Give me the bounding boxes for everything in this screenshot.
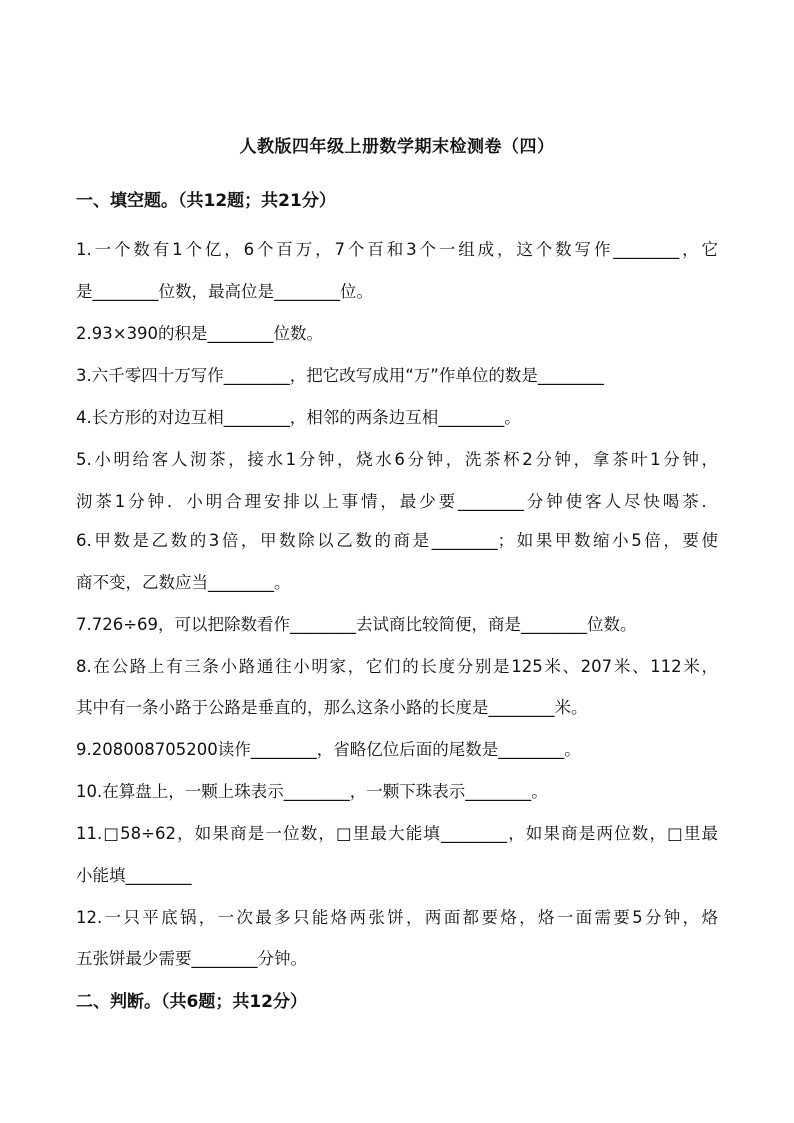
question-line: 商不变，乙数应当________。: [76, 573, 291, 592]
question-line: 8.在公路上有三条小路通往小明家，它们的长度分别是125米、207米、112米，: [76, 657, 718, 676]
question-line: 3.六千零四十万写作________，把它改写成用“万”作单位的数是________: [76, 366, 604, 385]
question-line: 是________位数，最高位是________位。: [76, 282, 373, 301]
question-line: 1.一个数有1个亿，6个百万，7个百和3个一组成，这个数写作________，它: [76, 240, 718, 259]
question-line: 五张饼最少需要________分钟。: [76, 949, 307, 968]
question-line: 其中有一条小路于公路是垂直的，那么这条小路的长度是________米。: [76, 698, 588, 717]
question-line: 沏茶1分钟．小明合理安排以上事情，最少要________分钟使客人尽快喝茶．: [76, 492, 718, 511]
question-line: 10.在算盘上，一颗上珠表示________，一颗下珠表示________。: [76, 782, 548, 801]
question-line: 9.208008705200读作________，省略亿位后面的尾数是________。: [76, 740, 581, 759]
question-line: 11.□58÷62，如果商是一位数，□里最大能填________，如果商是两位数，□里最: [76, 824, 718, 843]
section-heading-judge: 二、判断。（共6题；共12分）: [76, 992, 307, 1012]
section-heading-fill-blank: 一、填空题。（共12题；共21分）: [76, 191, 336, 211]
question-line: 12.一只平底锅，一次最多只能烙两张饼，两面都要烙，烙一面需要5分钟，烙: [76, 908, 718, 927]
question-line: 5.小明给客人沏茶，接水1分钟，烧水6分钟，洗茶杯2分钟，拿茶叶1分钟，: [76, 450, 718, 469]
question-line: 小能填________: [76, 866, 192, 885]
question-line: 4.长方形的对边互相________，相邻的两条边互相________。: [76, 408, 521, 427]
question-line: 2.93×390的积是________位数。: [76, 324, 324, 343]
exam-title: 人教版四年级上册数学期末检测卷（四）: [239, 137, 555, 157]
question-line: 7.726÷69，可以把除数看作________去试商比较简便，商是________位数。: [76, 615, 637, 634]
question-line: 6.甲数是乙数的3倍，甲数除以乙数的商是________；如果甲数缩小5倍，要使: [76, 531, 718, 550]
